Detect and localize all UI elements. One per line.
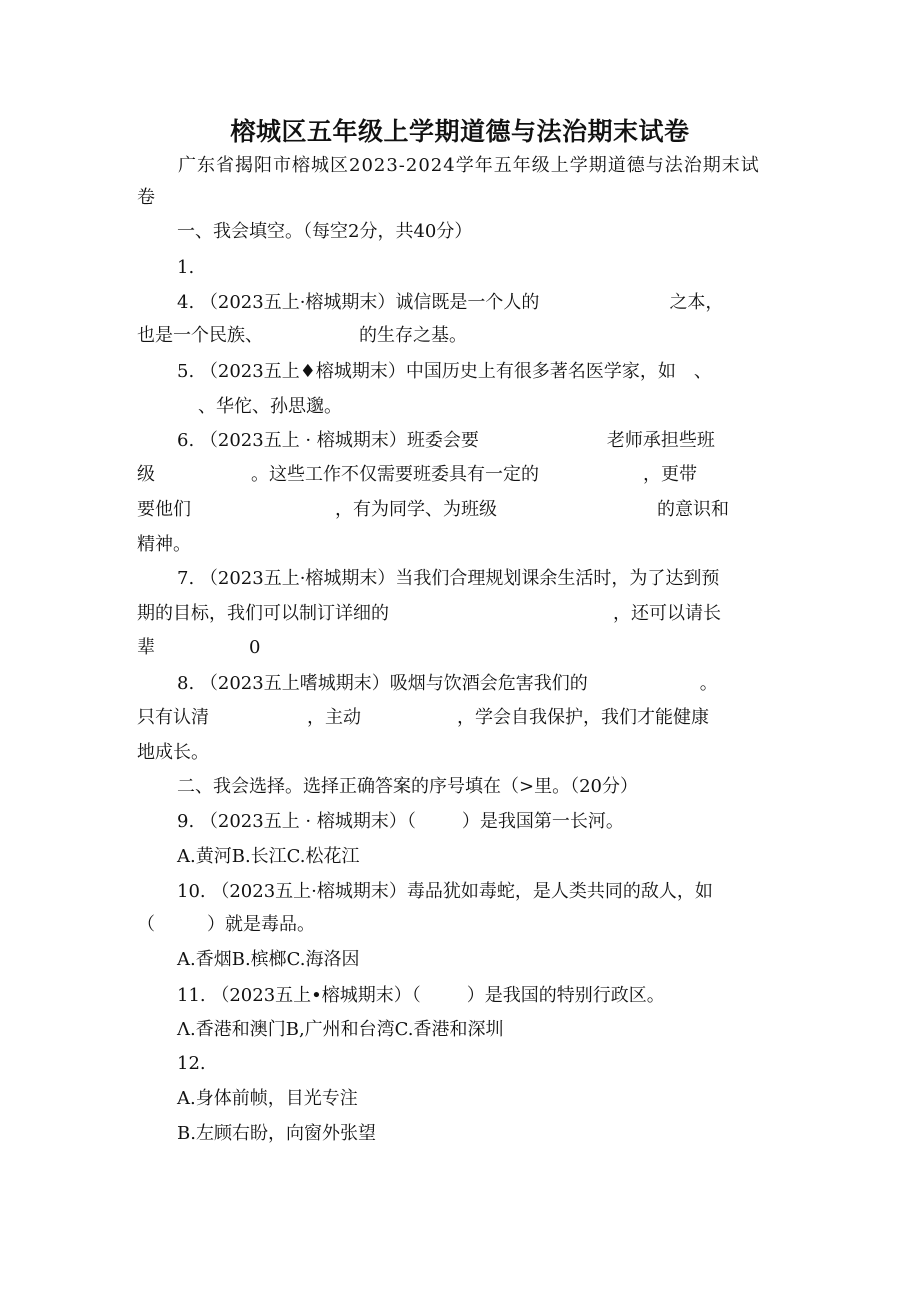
- q7-text-b: 期的目标，我们可以制订详细的: [137, 603, 389, 624]
- q4-text-b: 之本，: [669, 292, 724, 313]
- question-10-line-1: 10. （2023五上·榕城期末）毒品犹如毒蛇，是人类共同的敌人，如: [177, 881, 713, 902]
- question-8-line-3: 地成长。: [137, 742, 209, 763]
- q6-text-e: ，更带: [643, 464, 697, 485]
- question-9-options: A.黄河B.长江C.松花江: [177, 846, 360, 867]
- q5-text-a: 5. （2023五上♦榕城期末）中国历史上有很多著名医学家，如: [177, 361, 676, 382]
- q11-text-b: ）是我国的特别行政区。: [466, 985, 665, 1006]
- question-10-options: A.香烟B.槟榔C.海洛因: [177, 949, 360, 970]
- question-6-line-2: [137, 463, 697, 487]
- q8-text-b: 。: [699, 673, 718, 694]
- q11-text-a: 11. （2023五上•榕城期末）（: [177, 985, 421, 1006]
- subtitle-line-1: 广东省揭阳市榕城区2023-2024学年五年级上学期道德与法治期末试: [178, 155, 760, 176]
- q10-text-b: （: [137, 914, 155, 935]
- question-7-line-3: [137, 636, 260, 660]
- q4-text-d: 的生存之基。: [359, 325, 467, 346]
- q8-text-c: 只有认清: [137, 707, 209, 728]
- question-6-line-1: [177, 429, 715, 453]
- question-4-line-1: [177, 291, 723, 315]
- q10-text-c: ）就是毒品。: [207, 914, 315, 935]
- q4-text-c: 也是一个民族、: [137, 325, 263, 346]
- q7-text-d: 辈: [137, 637, 155, 658]
- question-9: [177, 810, 624, 834]
- q4-text-a: 4. （2023五上·榕城期末）诚信既是一个人的: [177, 292, 540, 313]
- q8-text-d: ，主动: [307, 707, 361, 728]
- q6-text-f: 要他们: [137, 499, 191, 520]
- section-2-heading: 二、我会选择。选择正确答案的序号填在（>里。（20分）: [177, 776, 638, 797]
- q8-text-a: 8. （2023五上嗜城期末）吸烟与饮酒会危害我们的: [177, 673, 588, 694]
- question-12-option-a: A.身体前帧，目光专注: [177, 1088, 358, 1109]
- q6-text-b: 老师承担些班: [606, 430, 715, 451]
- q6-text-h: 的意识和: [657, 499, 729, 520]
- q6-text-g: ，有为同学、为班级: [335, 499, 497, 520]
- q7-text-c: ，还可以请长: [613, 603, 721, 624]
- question-12-option-b: B.左顾右盼，向窗外张望: [177, 1123, 376, 1144]
- question-1: 1.: [177, 257, 195, 278]
- q6-text-d: 。这些工作不仅需要班委具有一定的: [251, 464, 539, 485]
- question-5-line-1: [177, 360, 712, 384]
- question-11-options: Λ.香港和澳门B,广州和台湾C.香港和深圳: [177, 1019, 504, 1040]
- question-10-line-2: [137, 913, 315, 937]
- q6-text-c: 级: [137, 464, 155, 485]
- q9-text-a: 9. （2023五上 · 榕城期末）（: [177, 811, 416, 832]
- q5-text-b: 、: [693, 361, 712, 382]
- question-8-line-1: [177, 672, 718, 696]
- subtitle-line-2: 卷: [137, 187, 155, 208]
- question-8-line-2: [137, 706, 709, 730]
- question-12: 12.: [177, 1053, 206, 1074]
- q9-text-b: ）是我国第一长河。: [461, 811, 624, 832]
- question-7-line-1: 7. （2023五上·榕城期末）当我们合理规划课余生活时，为了达到预: [177, 568, 720, 589]
- question-11: [177, 984, 665, 1008]
- question-6-line-4: 精神。: [137, 534, 191, 555]
- q6-text-a: 6. （2023五上 · 榕城期末）班委会要: [177, 430, 479, 451]
- q8-text-e: ，学会自我保护，我们才能健康: [457, 707, 709, 728]
- q7-text-e: 0: [249, 637, 261, 658]
- question-4-line-2: [137, 324, 467, 348]
- document-title: 榕城区五年级上学期道德与法治期末试卷: [230, 117, 690, 146]
- question-6-line-3: [137, 498, 729, 522]
- section-1-heading: 一、我会填空。（每空2分，共40分）: [177, 221, 473, 242]
- question-7-line-2: [137, 602, 721, 626]
- question-5-line-2: 、华佗、孙思邈。: [198, 396, 342, 417]
